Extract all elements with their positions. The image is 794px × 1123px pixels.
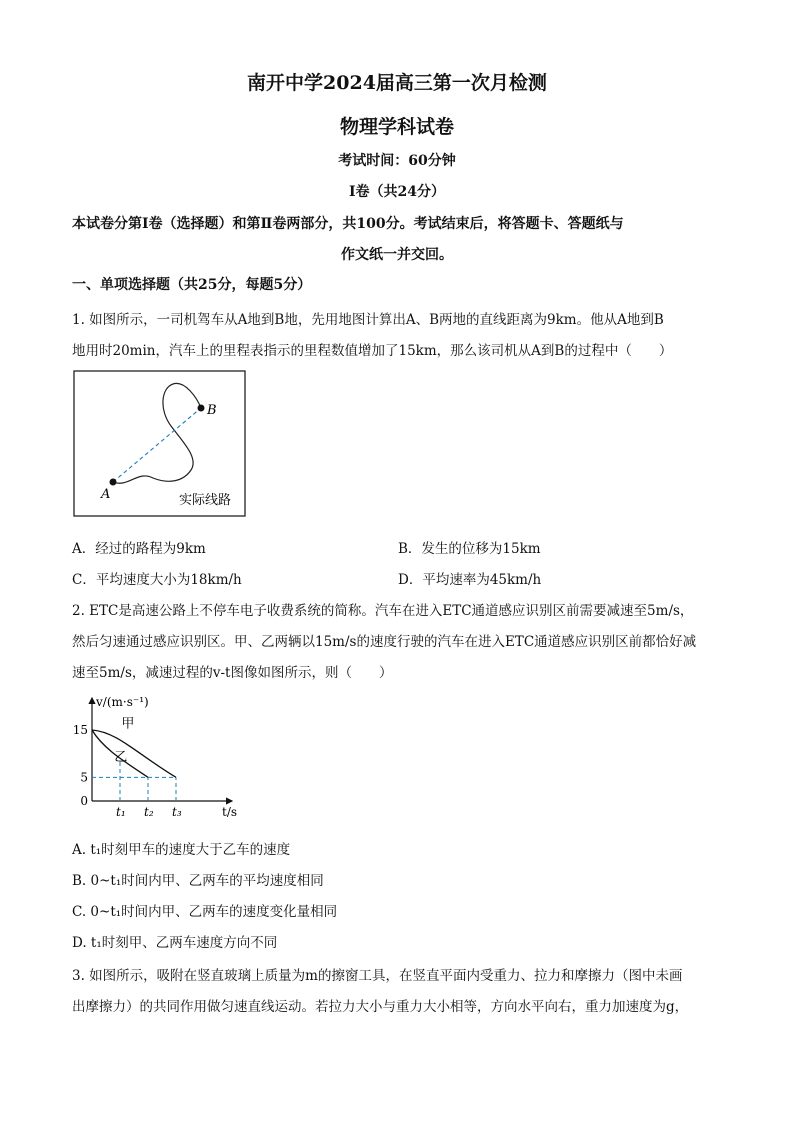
x-tick-label: t₁	[116, 805, 126, 819]
exam-time: 考试时间：60分钟	[338, 153, 456, 169]
q3-text-line-1: 3. 如图所示，吸附在竖直玻璃上质量为m的擦窗工具，在竖直平面内受重力、拉力和摩擦力（图中未画	[72, 968, 683, 984]
series-label-jia: 甲	[121, 716, 135, 732]
series-curve-jia	[92, 730, 176, 777]
x-tick-label: t₃	[172, 805, 182, 819]
q1-option-a[interactable]: A．经过的路程为9km	[72, 541, 206, 557]
route-caption: 实际线路	[179, 493, 232, 508]
x-tick-label: t₂	[144, 805, 154, 819]
series-label-yi: 乙	[114, 750, 128, 766]
q2-text-line-1: 2. ETC是高速公路上不停车电子收费系统的简称。汽车在进入ETC通道感应识别区前需要减速至5m/s，	[72, 603, 694, 619]
q1-option-b[interactable]: B．发生的位移为15km	[398, 541, 541, 557]
q3-text-line-2: 出摩擦力）的共同作用做匀速直线运动。若拉力大小与重力大小相等，方向水平向右，重力加速度为g，	[72, 999, 689, 1015]
route-curve	[113, 383, 201, 483]
q2-option-c[interactable]: C. 0~t₁时间内甲、乙两车的速度变化量相同	[72, 904, 338, 920]
q1-option-d[interactable]: D．平均速率为45km/h	[398, 572, 542, 588]
y-tick-label: 15	[72, 723, 88, 737]
point-a-dot	[110, 479, 117, 486]
notice-line-1: 本试卷分第Ⅰ卷（选择题）和第Ⅱ卷两部分，共100分。考试结束后，将答题卡、答题纸与	[72, 216, 624, 232]
y-tick-label: 5	[80, 770, 88, 785]
volume-title: Ⅰ卷（共24分）	[348, 184, 446, 200]
point-a-label: A	[101, 487, 111, 502]
q2-vt-chart	[70, 690, 270, 825]
q2-option-d[interactable]: D. t₁时刻甲、乙两车速度方向不同	[72, 935, 278, 951]
q2-option-a[interactable]: A. t₁时刻甲车的速度大于乙车的速度	[72, 842, 291, 858]
exam-title: 南开中学2024届高三第一次月检测	[247, 72, 547, 94]
q2-text-line-3: 速至5m/s，减速过程的v-t图像如图所示，则（ ）	[72, 665, 393, 681]
point-b-label: B	[207, 403, 217, 418]
section-title: 一、单项选择题（共25分，每题5分）	[72, 277, 312, 293]
q1-text-line-1: 1. 如图所示，一司机驾车从A地到B地，先用地图计算出A、B两地的直线距离为9km。他从A地到B	[72, 312, 664, 328]
q1-route-figure	[73, 370, 247, 518]
q1-option-c[interactable]: C．平均速度大小为18km/h	[72, 572, 242, 588]
q1-text-line-2: 地用时20min，汽车上的里程表指示的里程数值增加了15km，那么该司机从A到B的过程中（ ）	[72, 343, 673, 359]
displacement-dashed-line	[113, 408, 201, 482]
point-b-dot	[198, 405, 205, 412]
notice-line-2: 作文纸一并交回。	[341, 247, 453, 263]
x-axis-label: t/s	[222, 805, 238, 819]
y-axis-label: v/(m·s⁻¹)	[96, 695, 149, 709]
q2-option-b[interactable]: B. 0~t₁时间内甲、乙两车的平均速度相同	[72, 873, 324, 889]
subject-title: 物理学科试卷	[339, 116, 454, 138]
q2-text-line-2: 然后匀速通过感应识别区。甲、乙两辆以15m/s的速度行驶的汽车在进入ETC通道感应识别区前都恰好减	[72, 634, 697, 650]
y-tick-label: 0	[80, 794, 88, 808]
